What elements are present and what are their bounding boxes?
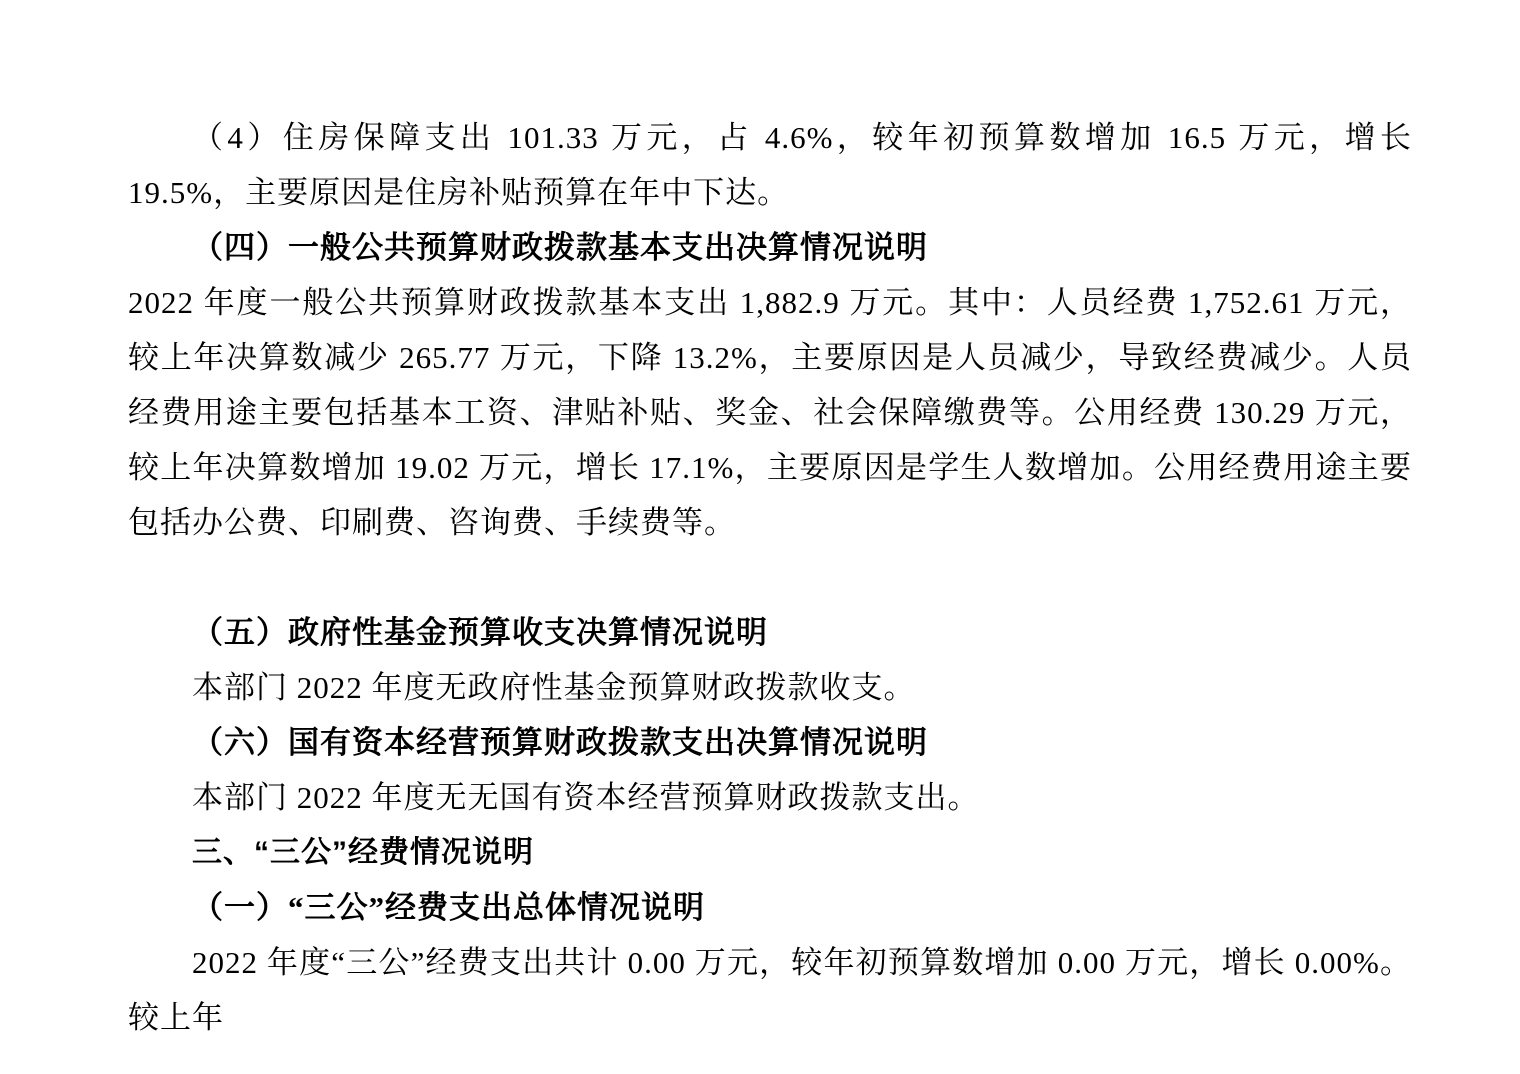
- para-three-public-total: 2022 年度“三公”经费支出共计 0.00 万元，较年初预算数增加 0.00 万元，增长 0.00%。较上年: [128, 945, 1412, 1035]
- para-basic-expenditure-detail: 2022 年度一般公共预算财政拨款基本支出 1,882.9 万元。其中：人员经费 1,752.61 万元，较上年决算数减少 265.77 万元，下降 13.2%，主要原因是人员减少，导致经费减少。人员经费用途主要包括基本工资、津贴补贴、奖金、社会保障缴费等。公用经费 130.29 万元，较上年决算数增加 19.02 万元，增长 17.1%，主要原因是学生人数增加。公用经费用途主要包括办公费、印刷费、咨询费、手续费等。: [128, 285, 1412, 540]
- para-state-capital: 本部门 2022 年度无无国有资本经营预算财政拨款支出。: [192, 780, 980, 815]
- heading-three-public-funds-section: 三、“三公”经费情况说明: [192, 836, 534, 869]
- heading-three-public-overall: （一）“三公”经费支出总体情况说明: [192, 890, 705, 925]
- heading-section-6-state-capital: （六）国有资本经营预算财政拨款支出决算情况说明: [192, 725, 928, 760]
- para-gov-fund-budget: 本部门 2022 年度无政府性基金预算财政拨款收支。: [192, 670, 916, 705]
- blank-line: [128, 550, 1412, 605]
- heading-section-4-basic-expenditure: （四）一般公共预算财政拨款基本支出决算情况说明: [192, 230, 928, 265]
- para-housing-support-expenditure: （4）住房保障支出 101.33 万元，占 4.6%，较年初预算数增加 16.5 万元，增长 19.5%，主要原因是住房补贴预算在年中下达。: [128, 120, 1412, 210]
- heading-section-5-gov-fund-budget: （五）政府性基金预算收支决算情况说明: [192, 615, 768, 650]
